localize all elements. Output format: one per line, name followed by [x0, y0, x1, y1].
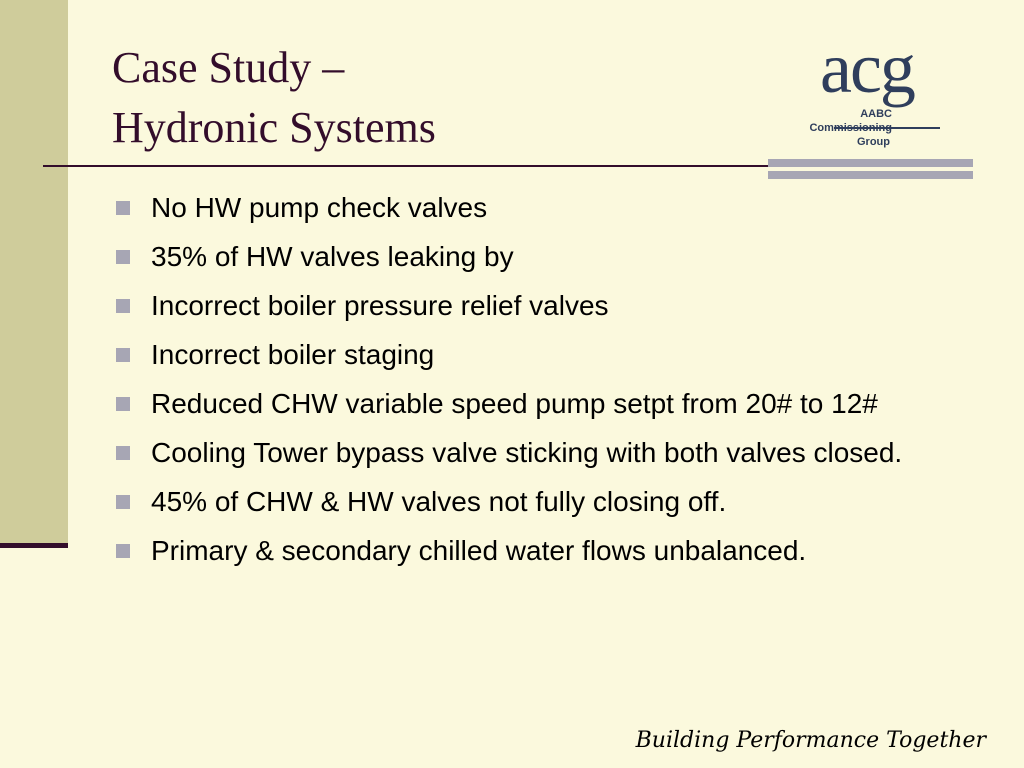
- left-bar-underline: [0, 543, 68, 548]
- square-bullet-icon: [116, 397, 130, 411]
- bullet-text: Cooling Tower bypass valve sticking with both valves closed.: [151, 437, 903, 468]
- bullet-item: [116, 237, 966, 277]
- title-divider: [43, 165, 773, 167]
- bullet-text: 35% of HW valves leaking by: [151, 241, 514, 272]
- logo-line-aabc: AABC: [860, 108, 892, 120]
- square-bullet-icon: [116, 544, 130, 558]
- accent-bar-top: [768, 159, 973, 167]
- bullet-item: [116, 384, 966, 424]
- bullet-text: No HW pump check valves: [151, 192, 488, 223]
- logo-line-group: Group: [857, 136, 890, 148]
- acg-logo: [782, 28, 942, 156]
- square-bullet-icon: [116, 250, 130, 264]
- bullet-text: Reduced CHW variable speed pump setpt from 20# to 12#: [151, 388, 878, 419]
- slide-title: [112, 38, 436, 158]
- bullet-list: [116, 188, 966, 580]
- footer-tagline: Building Performance Together: [635, 728, 986, 753]
- square-bullet-icon: [116, 299, 130, 313]
- bullet-item: [116, 531, 966, 571]
- bullet-text: 45% of CHW & HW valves not fully closing off.: [151, 486, 727, 517]
- bullet-text: Primary & secondary chilled water flows unbalanced.: [151, 535, 807, 566]
- accent-bar-bottom: [768, 171, 973, 179]
- title-line-1: Case Study –: [112, 43, 345, 92]
- title-line-2: Hydronic Systems: [112, 103, 436, 152]
- bullet-item: [116, 335, 966, 375]
- bullet-item: [116, 482, 966, 522]
- square-bullet-icon: [116, 348, 130, 362]
- logo-line-commissioning: Commissioning: [809, 122, 892, 134]
- left-decorative-bar: [0, 0, 68, 545]
- bullet-text: Incorrect boiler pressure relief valves: [151, 290, 609, 321]
- square-bullet-icon: [116, 446, 130, 460]
- bullet-item: [116, 188, 966, 228]
- square-bullet-icon: [116, 495, 130, 509]
- bullet-item: [116, 286, 966, 326]
- bullet-text: Incorrect boiler staging: [151, 339, 435, 370]
- bullet-item: [116, 433, 966, 473]
- logo-letters: acg: [820, 28, 914, 108]
- square-bullet-icon: [116, 201, 130, 215]
